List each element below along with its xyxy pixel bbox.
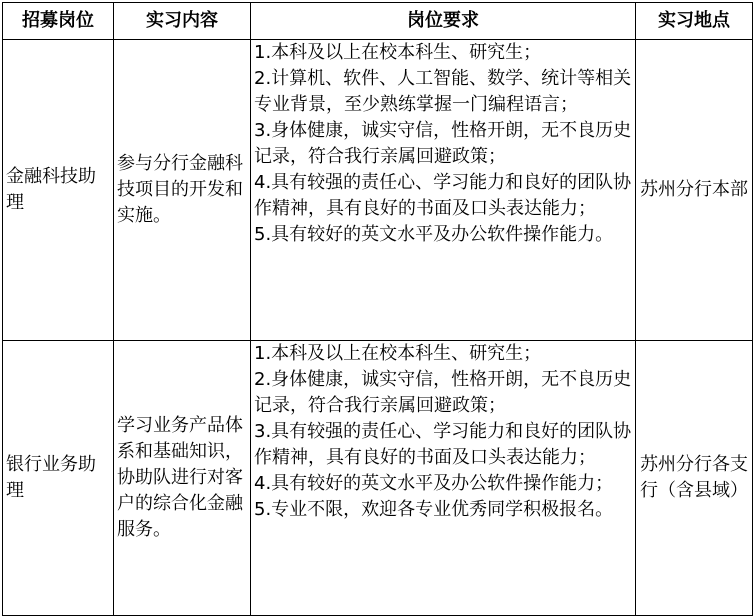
requirement-item: 5.具有较好的英文水平及办公软件操作能力。 — [254, 224, 614, 245]
requirement-item: 3.具有较强的责任心、学习能力和良好的团队协作精神，具有良好的书面及口头表达能力； — [254, 421, 632, 468]
header-requirements: 岗位要求 — [251, 3, 636, 40]
content-cell: 参与分行金融科技项目的开发和实施。 — [114, 40, 251, 341]
requirement-item: 4.具有较好的英文水平及办公软件操作能力； — [254, 473, 614, 494]
position-cell: 银行业务助理 — [3, 341, 114, 616]
header-content: 实习内容 — [114, 3, 251, 40]
position-cell: 金融科技助理 — [3, 40, 114, 341]
requirement-item: 1.本科及以上在校本科生、研究生； — [254, 42, 542, 63]
requirement-item: 4.具有较强的责任心、学习能力和良好的团队协作精神，具有良好的书面及口头表达能力； — [254, 172, 632, 219]
requirement-item: 2.身体健康，诚实守信，性格开朗，无不良历史记录，符合我行亲属回避政策； — [254, 369, 632, 416]
header-location: 实习地点 — [636, 3, 753, 40]
table-row — [3, 341, 753, 616]
internship-table — [2, 2, 753, 616]
requirements-cell — [251, 341, 636, 616]
requirement-item: 5.专业不限，欢迎各专业优秀同学积极报名。 — [254, 499, 614, 520]
table-row — [3, 40, 753, 341]
content-cell: 学习业务产品体系和基础知识，协助队进行对客户的综合化金融服务。 — [114, 341, 251, 616]
location-cell: 苏州分行本部 — [636, 40, 753, 341]
requirement-item: 3.身体健康，诚实守信，性格开朗，无不良历史记录，符合我行亲属回避政策； — [254, 120, 632, 167]
header-row — [3, 3, 753, 40]
requirement-item: 2.计算机、软件、人工智能、数学、统计等相关专业背景，至少熟练掌握一门编程语言； — [254, 68, 632, 115]
header-position: 招募岗位 — [3, 3, 114, 40]
requirements-cell — [251, 40, 636, 341]
requirement-item: 1.本科及以上在校本科生、研究生； — [254, 343, 542, 364]
location-cell: 苏州分行各支行（含县域） — [636, 341, 753, 616]
